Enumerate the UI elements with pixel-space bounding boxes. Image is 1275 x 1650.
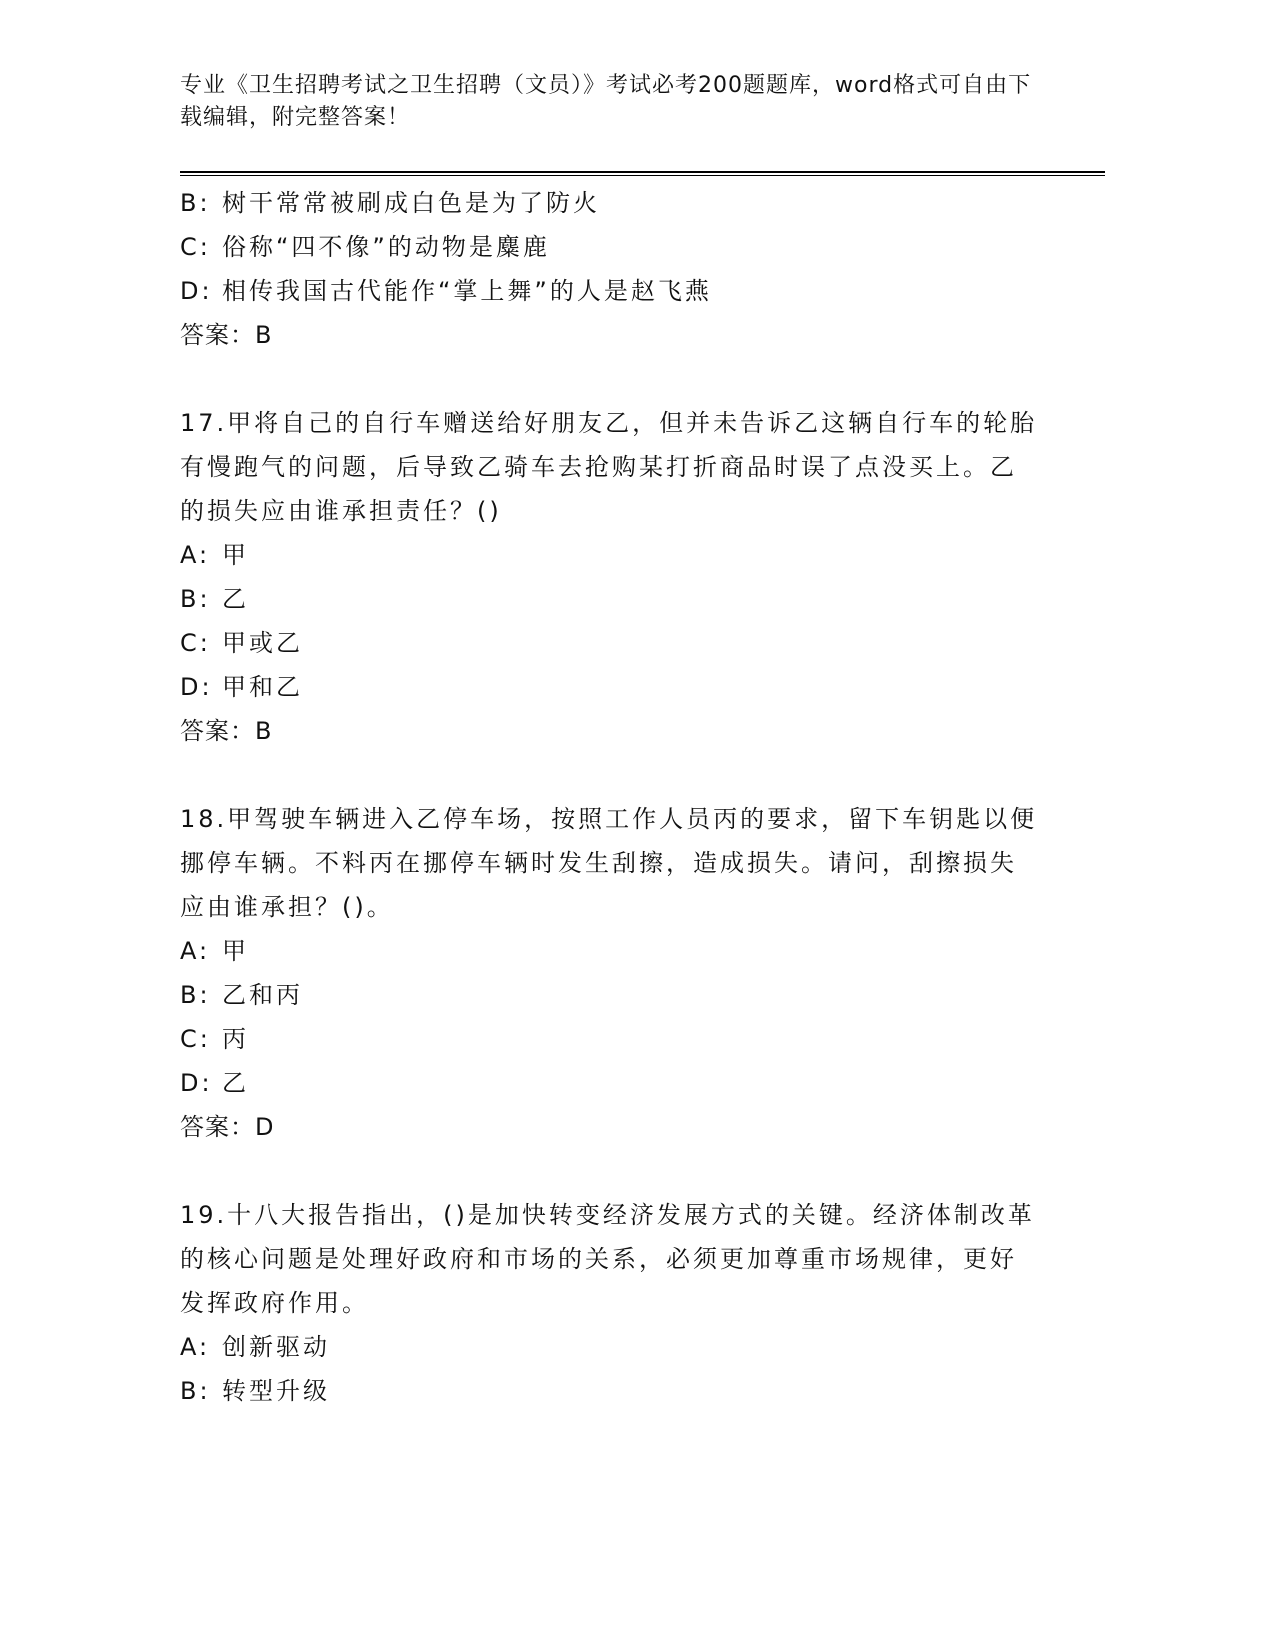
option-a (180, 929, 1040, 973)
option-key: B: (180, 981, 211, 1009)
question-text: 19.十八大报告指出，()是加快转变经济发展方式的关键。经济体制改革的核心问题是处理好政府和市场的关系，必须更加尊重市场规律，更好发挥政府作用。 (180, 1201, 1035, 1317)
option-key: C: (180, 1025, 211, 1053)
document-header: 专业《卫生招聘考试之卫生招聘（文员）》考试必考200题题库，word格式可自由下载编辑，附完整答案！ (180, 73, 1032, 130)
option-key: C: (180, 233, 211, 261)
option-text: 乙 (222, 1069, 249, 1097)
option-key: B: (180, 189, 211, 217)
option-a (180, 1325, 1040, 1369)
question-18 (180, 797, 1040, 1149)
previous-question-tail (180, 181, 1040, 357)
option-text: 创新驱动 (222, 1333, 330, 1361)
option-text: 乙 (222, 585, 249, 613)
option-text: 甲 (222, 541, 249, 569)
answer-line: 答案：D (180, 1113, 275, 1141)
option-text: 俗称“四不像”的动物是麋鹿 (222, 233, 550, 261)
question-text: 18.甲驾驶车辆进入乙停车场，按照工作人员丙的要求，留下车钥匙以便挪停车辆。不料丙在挪停车辆时发生刮擦，造成损失。请问，刮擦损失应由谁承担？()。 (180, 805, 1038, 921)
option-key: D: (180, 1069, 213, 1097)
option-text: 甲或乙 (222, 629, 303, 657)
option-d (180, 269, 1040, 313)
option-c (180, 1017, 1040, 1061)
option-d (180, 665, 1040, 709)
option-text: 丙 (222, 1025, 249, 1053)
option-a (180, 533, 1040, 577)
option-b (180, 973, 1040, 1017)
question-text: 17.甲将自己的自行车赠送给好朋友乙，但并未告诉乙这辆自行车的轮胎有慢跑气的问题，后导致乙骑车去抢购某打折商品时误了点没买上。乙的损失应由谁承担责任？() (180, 409, 1038, 525)
option-key: B: (180, 1377, 211, 1405)
header-divider-thick (180, 171, 1105, 173)
option-text: 乙和丙 (222, 981, 303, 1009)
option-key: A: (180, 1333, 211, 1361)
answer-line: 答案：B (180, 717, 273, 745)
option-key: B: (180, 585, 211, 613)
option-text: 甲和乙 (222, 673, 303, 701)
option-text: 转型升级 (222, 1377, 330, 1405)
option-c (180, 621, 1040, 665)
option-d (180, 1061, 1040, 1105)
option-key: C: (180, 629, 211, 657)
option-key: D: (180, 673, 213, 701)
option-b (180, 181, 1040, 225)
question-17 (180, 401, 1040, 753)
option-text: 相传我国古代能作“掌上舞”的人是赵飞燕 (222, 277, 712, 305)
option-text: 树干常常被刷成白色是为了防火 (222, 189, 600, 217)
question-19 (180, 1193, 1040, 1413)
question-content (180, 181, 1040, 1413)
option-key: A: (180, 541, 211, 569)
answer-line: 答案：B (180, 321, 273, 349)
option-b (180, 577, 1040, 621)
option-c (180, 225, 1040, 269)
option-key: D: (180, 277, 213, 305)
option-b (180, 1369, 1040, 1413)
option-text: 甲 (222, 937, 249, 965)
header-divider-thin (180, 175, 1105, 176)
option-key: A: (180, 937, 211, 965)
